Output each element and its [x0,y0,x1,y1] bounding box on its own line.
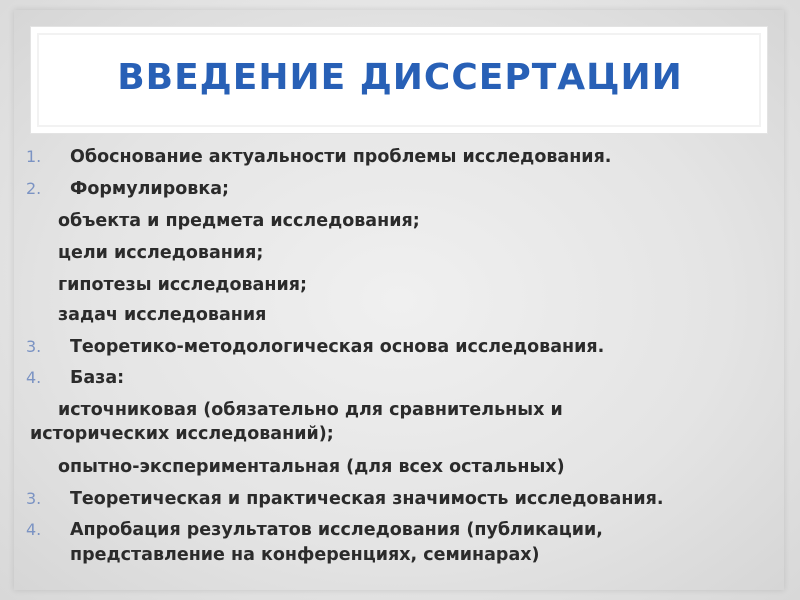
list-subitem: гипотезы исследования; [58,275,307,295]
list-item: Обоснование актуальности проблемы исследования. [70,147,612,167]
list-item: Теоретическая и практическая значимость исследования. [70,489,664,509]
list-subitem-continuation: исторических исследований); [30,424,334,444]
list-item-continuation: представление на конференциях, семинарах) [70,545,540,565]
list-item-number: 3. [26,489,42,508]
list-item-number: 2. [26,179,42,198]
list-item-number: 4. [26,368,42,387]
list-item-number: 1. [26,147,42,166]
list-subitem: источниковая (обязательно для сравнительных и [58,400,563,420]
list-subitem: цели исследования; [58,243,264,263]
list-item: Апробация результатов исследования (публикации, [70,520,603,540]
list-subitem: задач исследования [58,305,267,325]
list-item: Формулировка; [70,179,230,199]
slide-title: ВВЕДЕНИЕ ДИССЕРТАЦИИ [117,57,683,98]
list-subitem: опытно-экспериментальная (для всех остальных) [58,457,565,477]
list-item-number: 4. [26,520,42,539]
list-subitem: объекта и предмета исследования; [58,211,420,231]
list-item-number: 3. [26,337,42,356]
list-item: База: [70,368,125,388]
list-item: Теоретико-методологическая основа исследования. [70,337,605,357]
